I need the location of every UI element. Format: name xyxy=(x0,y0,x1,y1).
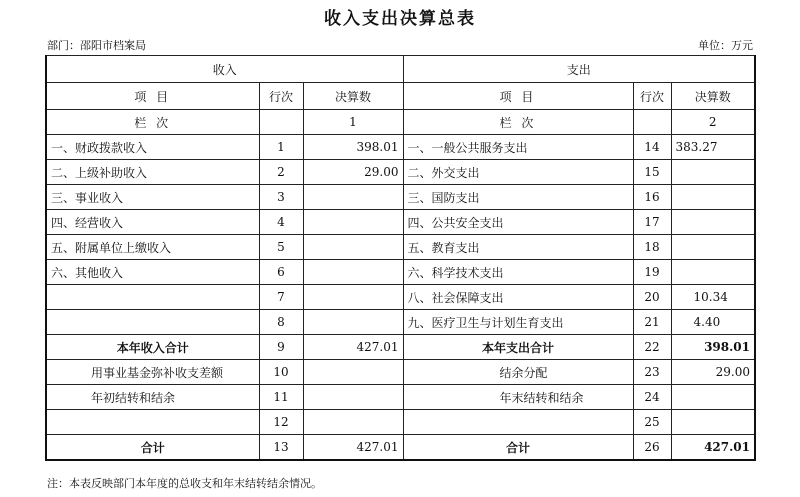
income-row-no: 1 xyxy=(259,135,303,160)
summary-table xyxy=(45,55,756,461)
empty-cell xyxy=(259,110,303,135)
income-amount xyxy=(303,360,403,385)
income-item xyxy=(46,310,259,335)
income-amount xyxy=(303,285,403,310)
expense-row-no: 20 xyxy=(633,285,671,310)
income-item: 四、经营收入 xyxy=(46,210,259,235)
expense-column-label: 栏 次 xyxy=(403,110,633,135)
expense-row-no: 23 xyxy=(633,360,671,385)
expense-row-no: 15 xyxy=(633,160,671,185)
expense-grand-total-label: 合计 xyxy=(403,435,633,461)
income-grand-total-amount: 427.01 xyxy=(303,435,403,461)
expense-item: 结余分配 xyxy=(403,360,633,385)
income-row-no: 3 xyxy=(259,185,303,210)
income-grand-total-row-no: 13 xyxy=(259,435,303,461)
table-row xyxy=(46,285,755,310)
income-item: 用事业基金弥补收支差额 xyxy=(46,360,259,385)
expense-item: 六、科学技术支出 xyxy=(403,260,633,285)
expense-column-index: 2 xyxy=(671,110,755,135)
income-amount xyxy=(303,210,403,235)
income-row-no: 6 xyxy=(259,260,303,285)
expense-amount: 29.00 xyxy=(671,360,755,385)
income-amount xyxy=(303,410,403,435)
income-item-header: 项 目 xyxy=(46,83,259,110)
income-item: 一、财政拨款收入 xyxy=(46,135,259,160)
expense-total-amount: 398.01 xyxy=(671,335,755,360)
expense-amount: 383.27 xyxy=(671,135,755,160)
table-row xyxy=(46,160,755,185)
income-row-no: 5 xyxy=(259,235,303,260)
expense-amount xyxy=(671,260,755,285)
page-title: 收入支出决算总表 xyxy=(324,9,476,29)
grand-total-row xyxy=(46,435,755,461)
income-total-amount: 427.01 xyxy=(303,335,403,360)
expense-row-no: 17 xyxy=(633,210,671,235)
section-header-row xyxy=(46,56,755,83)
department-label: 部门：邵阳市档案局 xyxy=(47,39,146,52)
table-row xyxy=(46,410,755,435)
expense-item: 年末结转和结余 xyxy=(403,385,633,410)
expense-amount: 10.34 xyxy=(671,285,755,310)
expense-amount xyxy=(671,385,755,410)
expense-amount xyxy=(671,410,755,435)
expense-item: 八、社会保障支出 xyxy=(403,285,633,310)
income-amount xyxy=(303,235,403,260)
expense-item: 三、国防支出 xyxy=(403,185,633,210)
expense-amount xyxy=(671,185,755,210)
expense-amount xyxy=(671,210,755,235)
expense-grand-total-row-no: 26 xyxy=(633,435,671,461)
income-amount: 398.01 xyxy=(303,135,403,160)
income-row-no: 8 xyxy=(259,310,303,335)
footnote: 注：本表反映部门本年度的总收支和年末结转结余情况。 xyxy=(47,477,322,490)
income-amount xyxy=(303,310,403,335)
expense-total-label: 本年支出合计 xyxy=(403,335,633,360)
income-item: 年初结转和结余 xyxy=(46,385,259,410)
expense-row-no: 16 xyxy=(633,185,671,210)
expense-row-no: 18 xyxy=(633,235,671,260)
expense-amount xyxy=(671,235,755,260)
expense-amount-header: 决算数 xyxy=(671,83,755,110)
income-row-no: 11 xyxy=(259,385,303,410)
table-row xyxy=(46,385,755,410)
income-item: 三、事业收入 xyxy=(46,185,259,210)
income-row-no: 12 xyxy=(259,410,303,435)
expense-section-header: 支出 xyxy=(403,56,755,83)
expense-item: 九、医疗卫生与计划生育支出 xyxy=(403,310,633,335)
income-total-row-no: 9 xyxy=(259,335,303,360)
table-row xyxy=(46,360,755,385)
expense-amount xyxy=(671,160,755,185)
expense-item: 四、公共安全支出 xyxy=(403,210,633,235)
expense-item: 五、教育支出 xyxy=(403,235,633,260)
expense-item: 一、一般公共服务支出 xyxy=(403,135,633,160)
expense-row-no: 14 xyxy=(633,135,671,160)
income-amount xyxy=(303,385,403,410)
column-index-row xyxy=(46,110,755,135)
expense-row-no: 25 xyxy=(633,410,671,435)
table-row xyxy=(46,185,755,210)
income-rowno-header: 行次 xyxy=(259,83,303,110)
income-item: 六、其他收入 xyxy=(46,260,259,285)
income-amount-header: 决算数 xyxy=(303,83,403,110)
income-column-index: 1 xyxy=(303,110,403,135)
expense-total-row-no: 22 xyxy=(633,335,671,360)
column-header-row xyxy=(46,83,755,110)
income-section-header: 收入 xyxy=(46,56,403,83)
income-amount xyxy=(303,260,403,285)
income-item: 五、附属单位上缴收入 xyxy=(46,235,259,260)
income-column-label: 栏 次 xyxy=(46,110,259,135)
expense-row-no: 24 xyxy=(633,385,671,410)
total-row xyxy=(46,335,755,360)
expense-item: 二、外交支出 xyxy=(403,160,633,185)
income-item xyxy=(46,285,259,310)
income-amount xyxy=(303,185,403,210)
expense-item xyxy=(403,410,633,435)
table-row xyxy=(46,310,755,335)
table-row xyxy=(46,210,755,235)
expense-amount: 4.40 xyxy=(671,310,755,335)
income-total-label: 本年收入合计 xyxy=(46,335,259,360)
expense-grand-total-amount: 427.01 xyxy=(671,435,755,461)
income-row-no: 4 xyxy=(259,210,303,235)
expense-rowno-header: 行次 xyxy=(633,83,671,110)
income-item: 二、上级补助收入 xyxy=(46,160,259,185)
table-row xyxy=(46,260,755,285)
empty-cell xyxy=(633,110,671,135)
expense-row-no: 21 xyxy=(633,310,671,335)
table-row xyxy=(46,135,755,160)
expense-row-no: 19 xyxy=(633,260,671,285)
table-row xyxy=(46,235,755,260)
income-grand-total-label: 合计 xyxy=(46,435,259,461)
expense-item-header: 项 目 xyxy=(403,83,633,110)
income-row-no: 2 xyxy=(259,160,303,185)
income-row-no: 10 xyxy=(259,360,303,385)
income-row-no: 7 xyxy=(259,285,303,310)
income-amount: 29.00 xyxy=(303,160,403,185)
income-item xyxy=(46,410,259,435)
unit-label: 单位：万元 xyxy=(698,39,753,52)
